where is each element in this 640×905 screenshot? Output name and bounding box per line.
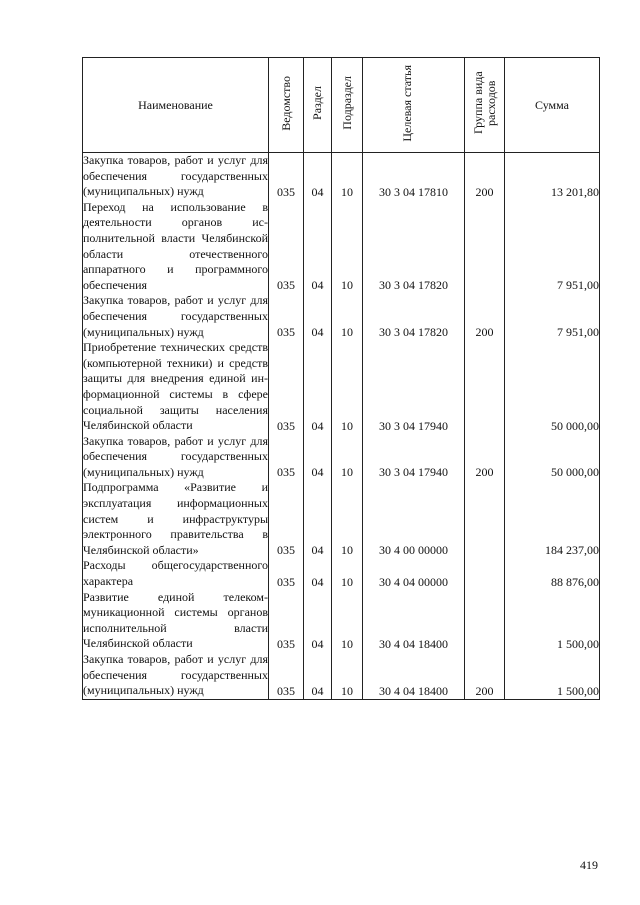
cell-amount: 7 951,00 — [505, 293, 600, 340]
cell-target-article: 30 3 04 17940 — [363, 340, 465, 434]
cell-target-article: 30 4 04 00000 — [363, 558, 465, 589]
cell-department: 035 — [269, 153, 304, 200]
cell-subsection: 10 — [332, 434, 363, 481]
cell-section: 04 — [304, 558, 332, 589]
header-amount: Сумма — [505, 58, 600, 153]
cell-section: 04 — [304, 480, 332, 558]
table-row — [83, 590, 600, 652]
cell-name: Приобретение технических средств (компьютерной техники) и средств защиты для внедрения единой информационной системы в сфере социальной защиты населения Челябинской области — [83, 340, 268, 433]
cell-subsection: 10 — [332, 200, 363, 294]
cell-subsection: 10 — [332, 480, 363, 558]
table-row — [83, 200, 600, 294]
cell-amount: 184 237,00 — [505, 480, 600, 558]
header-department: Ведомство — [278, 75, 293, 131]
cell-name: Закупка товаров, работ и услуг для обеспечения государственных (муниципальных) нужд — [83, 293, 268, 339]
cell-department: 035 — [269, 480, 304, 558]
cell-name: Расходы общегосударственного характера — [83, 558, 268, 589]
cell-name: Закупка товаров, работ и услуг для обеспечения государственных (муниципальных) нужд — [83, 433, 268, 479]
page-number: 419 — [580, 858, 598, 872]
table-row — [83, 558, 600, 589]
cell-amount: 50 000,00 — [505, 434, 600, 481]
cell-target-article: 30 3 04 17820 — [363, 200, 465, 294]
cell-name: Развитие единой телекоммуникационной системы органов исполнительной власти Челябинской области — [83, 589, 268, 651]
cell-department: 035 — [269, 434, 304, 481]
cell-section: 04 — [304, 293, 332, 340]
cell-amount: 88 876,00 — [505, 558, 600, 589]
cell-section: 04 — [304, 652, 332, 699]
cell-subsection: 10 — [332, 590, 363, 652]
cell-expense-group: 200 — [465, 153, 505, 200]
cell-section: 04 — [304, 340, 332, 434]
cell-subsection: 10 — [332, 293, 363, 340]
table-row — [83, 434, 600, 481]
table-row — [83, 340, 600, 434]
cell-section: 04 — [304, 590, 332, 652]
header-target-article: Целевая статья — [399, 64, 414, 142]
cell-amount: 7 951,00 — [505, 200, 600, 294]
cell-department: 035 — [269, 340, 304, 434]
cell-subsection: 10 — [332, 558, 363, 589]
budget-table — [82, 57, 600, 700]
table-row — [83, 652, 600, 699]
cell-section: 04 — [304, 153, 332, 200]
cell-department: 035 — [269, 590, 304, 652]
cell-expense-group — [465, 590, 505, 652]
table-row — [83, 293, 600, 340]
cell-section: 04 — [304, 434, 332, 481]
cell-department: 035 — [269, 558, 304, 589]
cell-expense-group: 200 — [465, 293, 505, 340]
cell-expense-group: 200 — [465, 434, 505, 481]
cell-subsection: 10 — [332, 340, 363, 434]
cell-name: Переход на использование в деятельности органов исполнительной власти Челябинской области отечественного аппаратного и программного обеспечения — [83, 199, 268, 292]
cell-expense-group — [465, 200, 505, 294]
cell-target-article: 30 3 04 17820 — [363, 293, 465, 340]
cell-subsection: 10 — [332, 153, 363, 200]
table-row — [83, 480, 600, 558]
cell-expense-group — [465, 480, 505, 558]
cell-department: 035 — [269, 652, 304, 699]
header-expense-group: Группа вида расходов — [470, 71, 498, 135]
cell-target-article: 30 4 00 00000 — [363, 480, 465, 558]
table-row — [83, 153, 600, 200]
header-subsection: Подраздел — [339, 76, 354, 130]
cell-target-article: 30 4 04 18400 — [363, 590, 465, 652]
cell-subsection: 10 — [332, 652, 363, 699]
cell-department: 035 — [269, 200, 304, 294]
cell-section: 04 — [304, 200, 332, 294]
cell-expense-group: 200 — [465, 652, 505, 699]
header-section: Раздел — [310, 86, 324, 120]
cell-expense-group — [465, 340, 505, 434]
cell-name: Закупка товаров, работ и услуг для обеспечения государственных (муниципальных) нужд — [83, 153, 268, 199]
cell-amount: 1 500,00 — [505, 652, 600, 699]
cell-amount: 50 000,00 — [505, 340, 600, 434]
cell-target-article: 30 3 04 17940 — [363, 434, 465, 481]
cell-expense-group — [465, 558, 505, 589]
cell-amount: 13 201,80 — [505, 153, 600, 200]
header-name: Наименование — [83, 58, 269, 153]
cell-target-article: 30 4 04 18400 — [363, 652, 465, 699]
header-row — [83, 58, 600, 153]
cell-department: 035 — [269, 293, 304, 340]
cell-amount: 1 500,00 — [505, 590, 600, 652]
cell-name: Закупка товаров, работ и услуг для обеспечения государственных (муниципальных) нужд — [83, 652, 269, 699]
cell-target-article: 30 3 04 17810 — [363, 153, 465, 200]
cell-name: Подпрограмма «Развитие и эксплуатация информационных систем и инфраструктуры электронного правительства в Челябинской области» — [83, 480, 268, 557]
